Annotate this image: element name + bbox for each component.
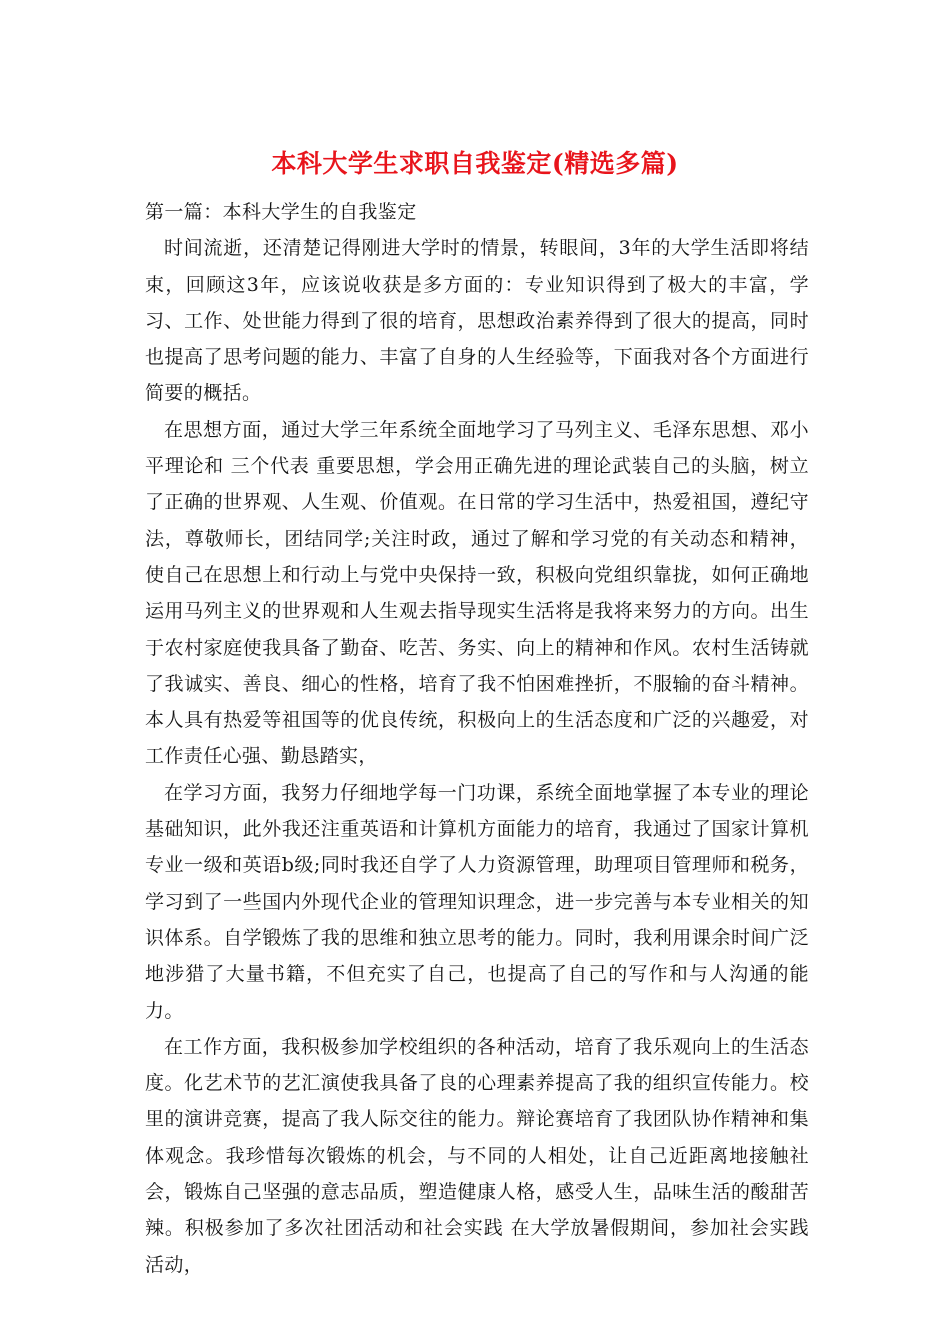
document-body [145, 194, 809, 1283]
paragraph-intro: 时间流逝，还清楚记得刚进大学时的情景，转眼间，3年的大学生活即将结束，回顾这3年，应该说收获是多方面的：专业知识得到了极大的丰富，学习、工作、处世能力得到了很的培育，思想政治素养得到了很大的提高，同时也提高了思考问题的能力、丰富了自身的人生经验等，下面我对各个方面进行简要的概括。 [145, 237, 809, 405]
paragraph-study: 在学习方面，我努力仔细地学每一门功课，系统全面地掌握了本专业的理论基础知识，此外我还注重英语和计算机方面能力的培育，我通过了国家计算机专业一级和英语b级;同时我还自学了人力资源管理，助理项目管理师和税务，学习到了一些国内外现代企业的管理知识理念，进一步完善与本专业相关的知识体系。自学锻炼了我的思维和独立思考的能力。同时，我利用课余时间广泛地涉猎了大量书籍，不但充实了自己，也提高了自己的写作和与人沟通的能力。 [145, 781, 809, 1022]
document-title: 本科大学生求职自我鉴定(精选多篇) [271, 149, 679, 178]
paragraph-thought: 在思想方面，通过大学三年系统全面地学习了马列主义、毛泽东思想、邓小平理论和 三个代表 重要思想，学会用正确先进的理论武装自己的头脑，树立了正确的世界观、人生观、价值观。在日常的学习生活中，热爱祖国，遵纪守法，尊敬师长，团结同学;关注时政，通过了解和学习党的有关动态和精神，使自己在思想上和行动上与党中央保持一致，积极向党组织靠拢，如何正确地运用马列主义的世界观和人生观去指导现实生活将是我将来努力的方向。出生于农村家庭使我具备了勤奋、吃苦、务实、向上的精神和作风。农村生活铸就了我诚实、善良、细心的性格，培育了我不怕困难挫折，不服输的奋斗精神。 本人具有热爱等祖国等的优良传统，积极向上的生活态度和广泛的兴趣爱，对工作责任心强、勤恳踏实， [145, 418, 809, 768]
section-heading: 第一篇：本科大学生的自我鉴定 [145, 201, 417, 223]
paragraph-work: 在工作方面，我积极参加学校组织的各种活动，培育了我乐观向上的生活态度。化艺术节的艺汇演使我具备了良的心理素养提高了我的组织宣传能力。校里的演讲竞赛，提高了我人际交往的能力。辩论赛培育了我团队协作精神和集体观念。我珍惜每次锻炼的机会，与不同的人相处，让自己近距离地接触社会，锻炼自己坚强的意志品质，塑造健康人格，感受人生，品味生活的酸甜苦辣。积极参加了多次社团活动和社会实践 在大学放暑假期间，参加社会实践活动， [145, 1035, 809, 1276]
